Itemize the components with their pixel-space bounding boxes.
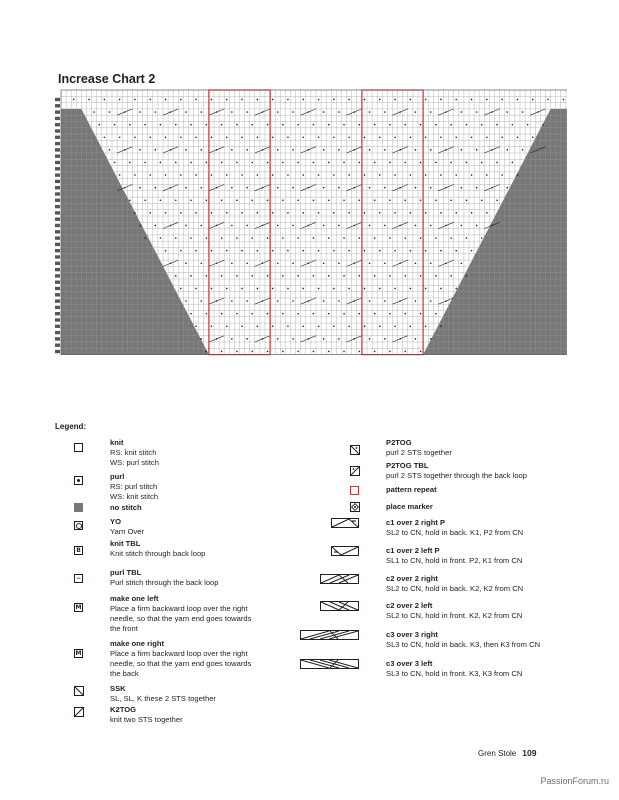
legend-item-place-marker: place marker: [386, 502, 433, 511]
chart-title: Increase Chart 2: [58, 72, 156, 86]
legend-item-p2tog: P2TOG purl 2 STS together: [386, 438, 452, 457]
page-number: 109: [522, 748, 537, 758]
footer-title: Gren Stole: [478, 749, 517, 758]
legend-item-purl-tbl: purl TBL Purl stitch through the back loop: [110, 568, 219, 587]
legend-item-c3-over-3-right: c3 over 3 right SL3 to CN, hold in back. K3, then K3 from CN: [386, 630, 541, 649]
knitting-chart: [55, 88, 567, 358]
legend-item-c1-over-2-left-p: c1 over 2 left P SL1 to CN, hold in front. P2, K1 from CN: [386, 546, 523, 565]
place-marker-icon: [350, 502, 360, 512]
knit-icon: [74, 443, 83, 452]
cable-c3-over-3-left-icon: [300, 659, 359, 669]
k2tog-icon: [74, 707, 84, 717]
p2tog-tbl-icon: [350, 466, 360, 476]
cable-c1-over-2-left-p-icon: [331, 546, 359, 556]
ssk-icon: [74, 686, 84, 696]
legend-item-p2tog-tbl: P2TOG TBL purl 2 STS together through the back loop: [386, 461, 527, 480]
pattern-repeat-icon: [350, 486, 359, 495]
cable-c2-over-2-right-icon: [320, 574, 359, 584]
make-one-right-icon: M: [75, 650, 82, 657]
legend-item-c2-over-2-left: c2 over 2 left SL2 to CN, hold in front. K2, K2 from CN: [386, 601, 523, 620]
purl-tbl-icon: −: [75, 575, 82, 582]
legend-item-make-one-left: make one left Place a firm backward loop over the right needle, so that the yarn end goes towards the front: [110, 594, 252, 633]
p2tog-icon: [350, 445, 360, 455]
legend-item-no-stitch: no stitch: [110, 503, 142, 512]
cable-c3-over-3-right-icon: [300, 630, 359, 640]
legend-item-k2tog: K2TOG knit two STS together: [110, 705, 183, 724]
legend-item-c1-over-2-right-p: c1 over 2 right P SL2 to CN, hold in back. K1, P2 from CN: [386, 518, 524, 537]
chart-grid: [55, 90, 567, 355]
legend-item-c2-over-2-right: c2 over 2 right SL2 to CN, hold in back. K2, K2 from CN: [386, 574, 524, 593]
yarn-over-icon: [74, 521, 83, 530]
knit-tbl-icon: B: [74, 546, 83, 555]
make-one-left-icon: M: [75, 604, 82, 611]
no-stitch-icon: [74, 503, 83, 512]
legend-item-knit-tbl: knit TBL Knit stitch through back loop: [110, 539, 206, 558]
legend-item-purl: purl RS: purl stitch WS: knit stitch: [110, 472, 159, 501]
legend-item-pattern-repeat: pattern repeat: [386, 485, 437, 494]
cable-c2-over-2-left-icon: [320, 601, 359, 611]
legend-heading: Legend:: [55, 422, 87, 431]
cable-c1-over-2-right-p-icon: [331, 518, 359, 528]
legend-item-make-one-right: make one right Place a firm backward loop over the right needle, so that the yarn end goes towards the back: [110, 639, 252, 678]
legend-item-knit: knit RS: knit stitch WS: purl stitch: [110, 438, 159, 467]
page-footer: [478, 748, 536, 758]
purl-icon: [74, 476, 83, 485]
legend-item-yo: YO Yarn Over: [110, 517, 145, 536]
legend-item-ssk: SSK SL, SL, K these 2 STS together: [110, 684, 216, 703]
legend-item-c3-over-3-left: c3 over 3 left SL3 to CN, hold in front. K3, K3 from CN: [386, 659, 523, 678]
watermark: PassionForum.ru: [540, 776, 609, 786]
